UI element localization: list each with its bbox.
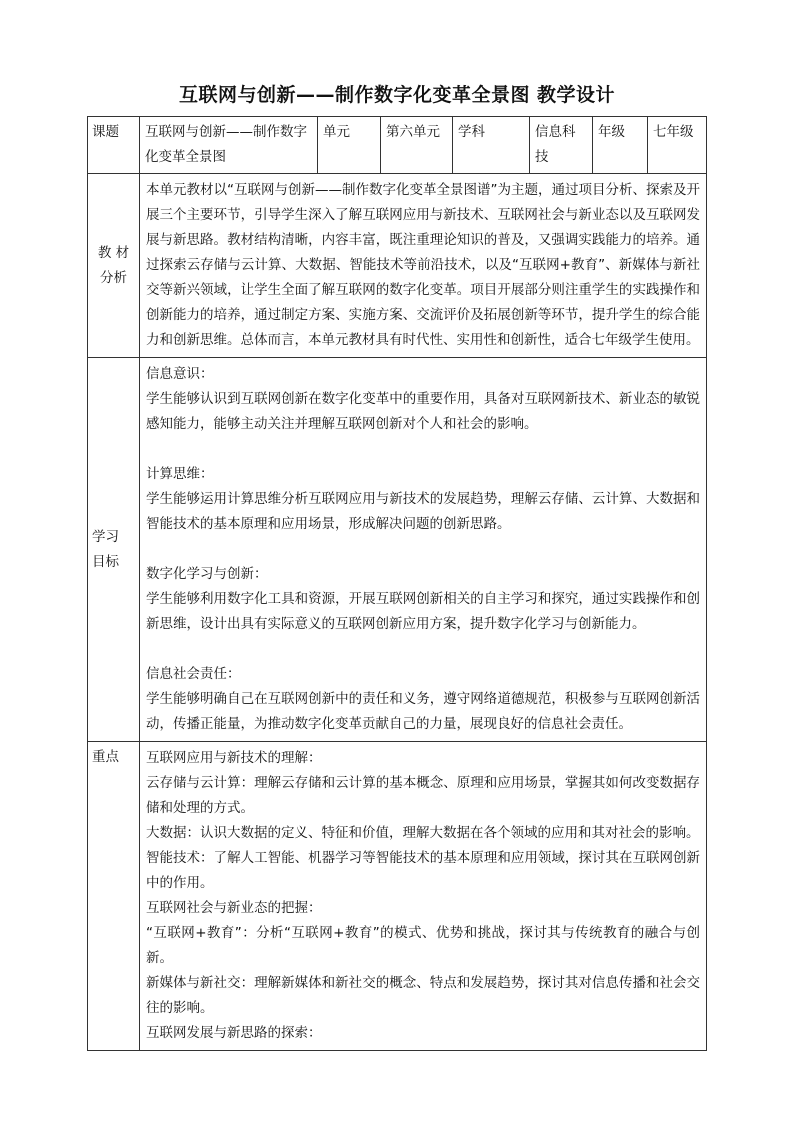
unit-value: 第六单元: [381, 117, 453, 174]
objective-heading: 计算思维：: [146, 466, 214, 482]
lesson-design-table: [87, 116, 707, 1051]
objectives-content: [140, 358, 707, 742]
objectives-label-line1: 学习: [92, 528, 119, 545]
page-title: 互联网与创新——制作数字化变革全景图 教学设计: [178, 84, 616, 106]
key-points-label: 重点: [88, 742, 140, 1051]
subject-label: 学科: [453, 117, 530, 174]
objective-heading: 信息社会责任：: [146, 666, 241, 682]
objectives-label-line2: 目标: [92, 553, 119, 570]
objectives-row: [88, 358, 707, 742]
key-point-line: 智能技术：了解人工智能、机器学习等智能技术的基本原理和应用领域，探讨其在互联网创新中的作用。: [146, 850, 700, 891]
analysis-label: [88, 174, 140, 358]
key-point-line: 互联网发展与新思路的探索：: [146, 1025, 322, 1041]
analysis-text: 本单元教材以“互联网与创新——制作数字化变革全景图谱”为主题，通过项目分析、探索及开展三个主要环节，引导学生深入了解互联网应用与新技术、互联网社会与新业态以及互联网发展与新思路。教材结构清晰，内容丰富，既注重理论知识的普及，又强调实践能力的培养。通过探索云存储与云计算、大数据、智能技术等前沿技术，以及“互联网+教育”、新媒体与新社交等新兴领域，让学生全面了解互联网的数字化变革。项目开展部分则注重学生的实践操作和创新能力的培养，通过制定方案、实施方案、交流评价及拓展创新等环节，提升学生的综合能力和创新思维。总体而言，本单元教材具有时代性、实用性和创新性，适合七年级学生使用。: [146, 182, 700, 348]
topic-value: 互联网与创新——制作数字化变革全景图: [140, 117, 318, 174]
analysis-label-line2: 分析: [100, 269, 127, 286]
key-point-line: 大数据：认识大数据的定义、特征和价值，理解大数据在各个领域的应用和其对社会的影响。: [146, 825, 700, 841]
key-points-content: [140, 742, 707, 1051]
objectives-label: [88, 358, 140, 742]
unit-label: 单元: [318, 117, 381, 174]
grade-label: 年级: [593, 117, 648, 174]
topic-label: 课题: [88, 117, 140, 174]
objective-heading: 信息意识：: [146, 366, 214, 382]
key-point-line: 新媒体与新社交：理解新媒体和新社交的概念、特点和发展趋势，探讨其对信息传播和社会交往的影响。: [146, 975, 700, 1016]
header-row: [88, 117, 707, 174]
objective-text: 学生能够利用数字化工具和资源，开展互联网创新相关的自主学习和探究，通过实践操作和创新思维，设计出具有实际意义的互联网创新应用方案，提升数字化学习与创新能力。: [146, 591, 700, 632]
key-point-line: 云存储与云计算：理解云存储和云计算的基本概念、原理和应用场景，掌握其如何改变数据存储和处理的方式。: [146, 775, 700, 816]
key-point-line: 互联网应用与新技术的理解：: [146, 750, 322, 766]
objective-text: 学生能够认识到互联网创新在数字化变革中的重要作用，具备对互联网新技术、新业态的敏锐感知能力，能够主动关注并理解互联网创新对个人和社会的影响。: [146, 391, 700, 432]
analysis-label-line1: 教 材: [97, 244, 130, 261]
key-point-line: 互联网社会与新业态的把握：: [146, 900, 322, 916]
analysis-row: [88, 174, 707, 358]
key-points-row: [88, 742, 707, 1051]
subject-value: 信息科技: [530, 117, 593, 174]
objective-heading: 数字化学习与创新：: [146, 566, 268, 582]
grade-value: 七年级: [648, 117, 707, 174]
objective-text: 学生能够明确自己在互联网创新中的责任和义务，遵守网络道德规范，积极参与互联网创新活动，传播正能量，为推动数字化变革贡献自己的力量，展现良好的信息社会责任。: [146, 691, 700, 732]
objective-text: 学生能够运用计算思维分析互联网应用与新技术的发展趋势，理解云存储、云计算、大数据和智能技术的基本原理和应用场景，形成解决问题的创新思路。: [146, 491, 700, 532]
analysis-content: [140, 174, 707, 358]
key-point-line: “互联网+教育”：分析“互联网+教育”的模式、优势和挑战，探讨其与传统教育的融合与创新。: [146, 925, 700, 966]
